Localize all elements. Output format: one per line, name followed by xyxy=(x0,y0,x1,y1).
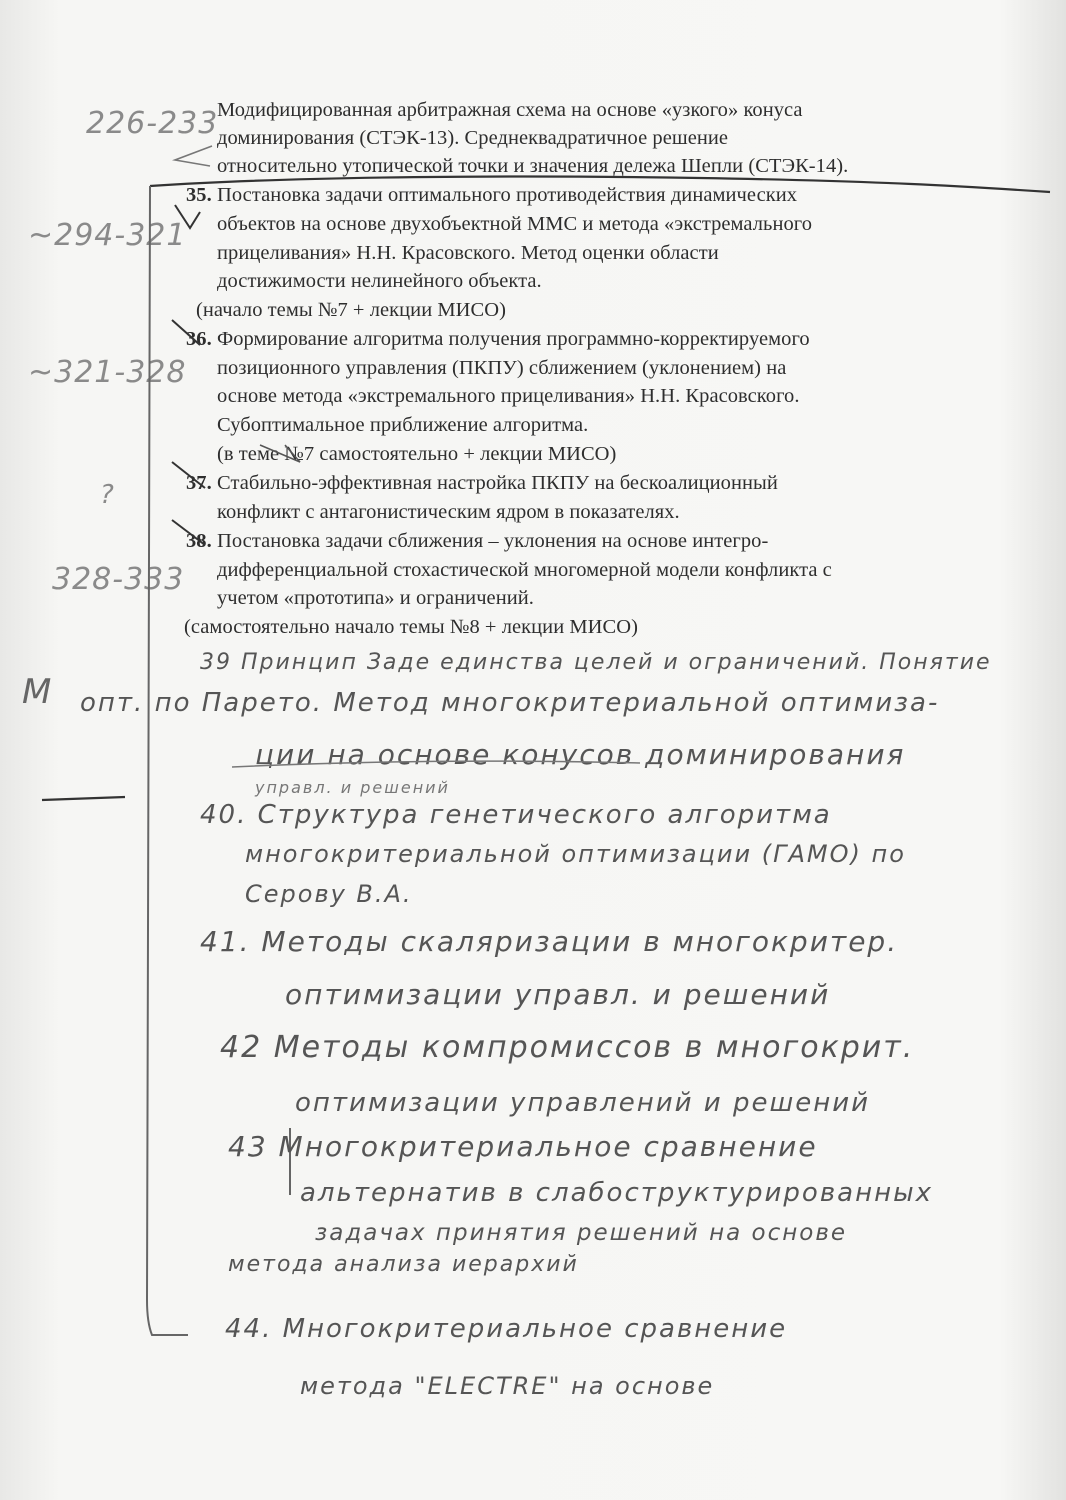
handwritten-item-41-cont: оптимизации управл. и решений xyxy=(285,978,831,1011)
handwritten-item-39-cont: опт. по Парето. Метод многокритериальной оптимиза- xyxy=(80,688,940,718)
item-36-line-1: Формирование алгоритма получения программно-корректируемого xyxy=(217,328,810,350)
margin-page-range-36: ~321-328 xyxy=(28,355,187,390)
handwritten-item-39-cont2: ции на основе конусов доминирования xyxy=(255,738,906,771)
item-34-line-2: доминирования (СТЭК-13). Среднеквадратичное решение xyxy=(217,127,729,149)
item-37-line-2: конфликт с антагонистическим ядром в показателях. xyxy=(217,501,680,523)
check-36 xyxy=(172,320,200,345)
check-38 xyxy=(172,520,205,545)
margin-page-range-37: ? xyxy=(100,480,115,510)
left-bracket xyxy=(147,186,188,1335)
handwritten-item-43: 43 Многокритериальное сравнение xyxy=(228,1130,818,1163)
item-38-number: 38. xyxy=(186,530,212,552)
item-34-line-3: относительно утопической точки и значения дележа Шепли (СТЭК-14). xyxy=(217,155,849,177)
item-38-line-3: учетом «прототипа» и ограничений. xyxy=(217,587,534,609)
item-35-line-1: Постановка задачи оптимального противодействия динамических xyxy=(217,184,798,206)
item-35-line-3: прицеливания» Н.Н. Красовского. Метод оценки области xyxy=(217,242,719,264)
item-37-number: 37. xyxy=(186,472,212,494)
item-37-line-1: Стабильно-эффективная настройка ПКПУ на бескоалиционный xyxy=(217,472,778,494)
item-34-line-1: Модифицированная арбитражная схема на основе «узкого» конуса xyxy=(217,99,803,121)
handwritten-item-40-cont: многокритериальной оптимизации (ГАМО) по xyxy=(245,840,906,868)
handwritten-item-43-cont: альтернатив в слабоструктурированных xyxy=(300,1178,934,1208)
item-35-number: 35. xyxy=(186,184,212,206)
handwritten-item-40-cont2: Серову В.А. xyxy=(245,880,413,908)
handwritten-item-44: 44. Многокритериальное сравнение xyxy=(225,1314,788,1344)
handwritten-item-42: 42 Методы компромиссов в многокрит. xyxy=(220,1030,915,1065)
item-38-line-2: дифференциальной стохастической многомерной модели конфликта с xyxy=(217,559,832,581)
margin-page-range-34: 226-233 xyxy=(86,106,219,141)
handwritten-item-40: 40. Структура генетического алгоритма xyxy=(200,800,832,830)
underline-39 xyxy=(232,761,640,767)
handwritten-item-42-cont: оптимизации управлений и решений xyxy=(295,1088,871,1118)
item-36-line-3: основе метода «экстремального прицеливания» Н.Н. Красовского. xyxy=(217,385,800,407)
item-38-line-1: Постановка задачи сближения – уклонения на основе интегро- xyxy=(217,530,769,552)
handwritten-item-43-cont2: задачах принятия решений на основе xyxy=(315,1220,848,1246)
item-36-note: (в теме №7 самостоятельно + лекции МИСО) xyxy=(217,443,617,465)
margin-page-range-38: 328-333 xyxy=(52,562,185,597)
item-35-note: (начало темы №7 + лекции МИСО) xyxy=(196,299,506,321)
underline-stroke xyxy=(150,177,1050,192)
item-38-note: (самостоятельно начало темы №8 + лекции МИСО) xyxy=(184,616,638,638)
arrow-mark xyxy=(175,146,212,166)
check-35 xyxy=(175,205,200,228)
handwritten-item-43-cont3: метода анализа иерархий xyxy=(228,1252,579,1277)
handwritten-item-41: 41. Методы скаляризации в многокритер. xyxy=(200,925,899,958)
margin-letter-m: М xyxy=(22,672,53,712)
item-36-number: 36. xyxy=(186,328,212,350)
arrow-theme-7 xyxy=(260,445,300,462)
handwritten-item-44-cont: метода "ELECTRE" на основе xyxy=(300,1372,715,1400)
check-37 xyxy=(172,462,205,488)
item-35-line-4: достижимости нелинейного объекта. xyxy=(217,270,542,292)
item-36-line-2: позиционного управления (ПКПУ) сближением (уклонением) на xyxy=(217,357,787,379)
margin-page-range-35: ~294-321 xyxy=(28,218,187,253)
item-35-line-2: объектов на основе двухобъектной ММС и метода «экстремального xyxy=(217,213,813,235)
margin-dash xyxy=(42,797,125,800)
handwritten-item-39: 39 Принцип Заде единства целей и ограничений. Понятие xyxy=(200,650,992,675)
item-36-line-4: Субоптимальное приближение алгоритма. xyxy=(217,414,589,436)
handwritten-item-39-sub: управл. и решений xyxy=(255,778,450,797)
